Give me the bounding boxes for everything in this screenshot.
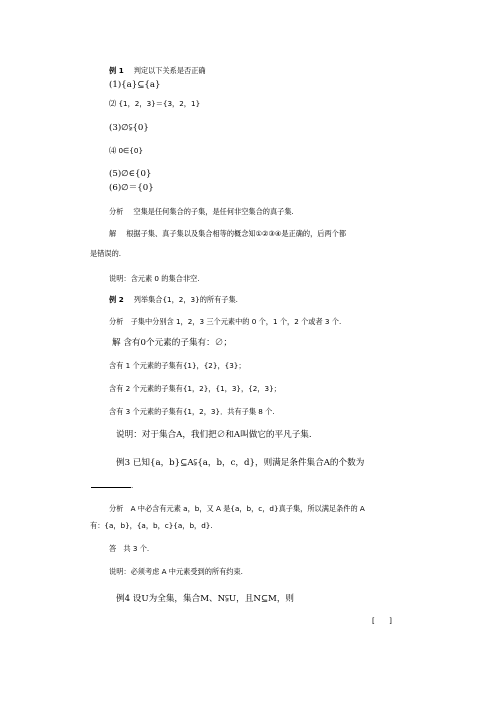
example-1-label: 例 1	[109, 66, 124, 75]
ex4-question: 例4 设U为全集，集合M、N⫋U，且N⊆M，则	[116, 594, 295, 604]
ex1-solution-text: 根据子集、真子集以及集合相等的概念知①②③④是正确的，后两个都	[126, 229, 347, 238]
ex2-solution: 解 含有0个元素的子集有：∅；	[112, 338, 232, 348]
ex1-solution-cont: 是错误的.	[90, 249, 122, 258]
example-1-title: 判定以下关系是否正确	[133, 66, 206, 75]
ex2-analysis: 分析 子集中分别含 1，2，3 三个元素中的 0 个，1 个，2 个或者 3 个.	[109, 317, 342, 326]
ex3-question-end: .	[131, 481, 134, 490]
ex3-answer-blank-line	[91, 480, 133, 491]
ex1-analysis-text: 空集是任何集合的子集，是任何非空集合的真子集.	[133, 207, 294, 216]
ex4-answer-bracket: [ ]	[372, 616, 392, 625]
ex3-answer-blank[interactable]	[91, 480, 134, 490]
ex1-analysis	[109, 207, 294, 217]
ex1-analysis-label: 分析	[109, 207, 124, 216]
ex1-item-6: (6)∅＝{0}	[109, 183, 154, 193]
ex3-analysis-1: 分析 A 中必含有元素 a，b，又 A 是{a，b，c，d}真子集，所以满足条件的 A	[109, 504, 365, 513]
ex1-item-2: ⑵ {1，2，3}＝{3，2，1}	[109, 99, 201, 108]
ex3-note: 说明：必须考虑 A 中元素受到的所有约束.	[109, 567, 243, 576]
ex1-note: 说明：含元素 0 的集合非空.	[109, 274, 200, 283]
example-1-heading	[109, 66, 206, 76]
ex1-item-3: (3)∅⫋{0}	[109, 123, 149, 133]
ex1-solution	[109, 229, 346, 239]
ex3-question: 例3 已知{a，b}⊆A⫋{a，b，c，d}，则满足条件集合A的个数为	[116, 458, 365, 468]
example-2-title: 列举集合{1，2，3}的所有子集.	[133, 295, 238, 304]
example-2-heading	[109, 295, 238, 305]
ex2-line-2: 含有 2 个元素的子集有{1，2}，{1，3}，{2，3}；	[109, 384, 281, 393]
ex3-analysis-2: 有：{a，b}，{a，b，c}{a，b，d}.	[90, 521, 213, 530]
ex1-item-5: (5)∅∈{0}	[109, 169, 152, 179]
example-2-label: 例 2	[109, 295, 124, 304]
ex1-item-1: (1){a}⊆{a}	[109, 80, 161, 90]
ex2-note: 说明：对于集合A，我们把∅和A叫做它的平凡子集.	[116, 430, 312, 440]
ex1-solution-label: 解	[109, 229, 117, 238]
ex3-answer: 答 共 3 个.	[109, 544, 150, 553]
ex1-item-4: ⑷ 0∈{0}	[109, 146, 144, 155]
ex2-line-1: 含有 1 个元素的子集有{1}，{2}，{3}；	[109, 361, 246, 370]
ex2-line-3: 含有 3 个元素的子集有{1，2，3}．共有子集 8 个.	[109, 407, 275, 416]
